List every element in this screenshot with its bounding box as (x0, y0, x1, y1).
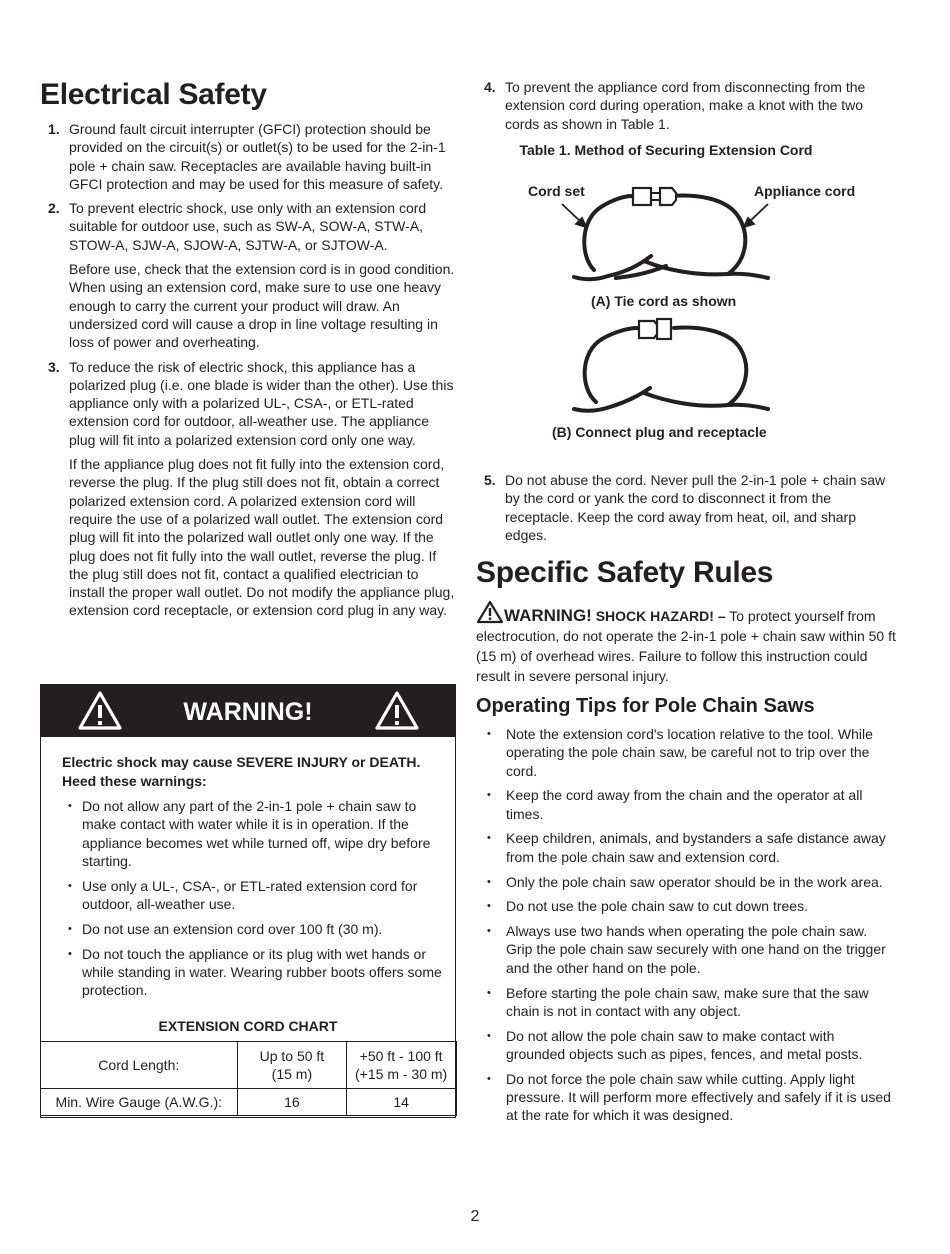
appliance-cord-label: Appliance cord (754, 183, 856, 199)
item-number: 3. (48, 358, 60, 375)
shock-hazard-label: SHOCK HAZARD! – (595, 608, 726, 624)
table-cell: Min. Wire Gauge (A.W.G.): (40, 1089, 238, 1116)
item-number: 1. (48, 121, 60, 137)
table-cell: Up to 50 ft (15 m) (238, 1042, 347, 1089)
extension-cord-chart-title: EXTENSION CORD CHART (158, 1018, 338, 1034)
list-item (476, 78, 894, 133)
table-row (40, 1089, 456, 1116)
list-item: • Only the pole chain saw operator should be in the work area. (487, 873, 883, 890)
item-text: To prevent electric shock, use only with an extension cord suitable for outdoor use, such as SW-A, SOW-A, STW-A, STOW-A, SJW-A, SJOW-A, SJTW-A, or SJTOW-A. (69, 200, 427, 253)
warning-header (41, 685, 455, 737)
table-cell: Cord Length: (40, 1042, 238, 1089)
list-item: • Do not allow any part of the 2-in-1 pole + chain saw to make contact with water while it is in operation. If the appliance becomes wet while turned off, wipe dry before starting. (68, 798, 431, 869)
warning-text: To protect yourself from electrocution, do not operate the 2-in-1 pole + chain saw within 50 ft (15 m) of overhead wires. Failure to follow this instruction could result in severe personal injury. (476, 608, 896, 684)
list-item: • Do not allow the pole chain saw to make contact with grounded objects such as pipes, fences, and metal posts. (487, 1027, 863, 1062)
item-text: To prevent the appliance cord from disconnecting from the extension cord during operation, make a knot with the two cords as shown in Table 1. (505, 79, 866, 132)
cord-list-continued-2 (476, 471, 894, 550)
item-number: 5. (484, 472, 496, 488)
list-item: • Do not use an extension cord over 100 ft (30 m). (68, 920, 383, 937)
list-item (40, 120, 458, 193)
item-text: Do not abuse the cord. Never pull the 2-in-1 pole + chain saw by the cord or yank the cord to disconnect it from the receptacle. Keep the cord away from heat, oil, and sharp edges. (505, 472, 886, 543)
list-item: • Keep the cord away from the chain and the operator at all times. (487, 787, 863, 822)
operating-tips-heading: Operating Tips for Pole Chain Saws (476, 695, 815, 717)
warning-intro: Electric shock may cause SEVERE INJURY or DEATH. Heed these warnings: (62, 754, 421, 789)
warning-triangle-icon (476, 600, 504, 624)
cord-set-label: Cord set (528, 183, 585, 199)
warning-label: WARNING! (504, 606, 592, 625)
list-item: • Do not touch the appliance or its plug with wet hands or while standing in water. Wearing rubber boots offers some protection. (68, 945, 442, 999)
extension-cord-table (40, 1041, 457, 1116)
warning-box (40, 684, 456, 1118)
list-item: • Do not use the pole chain saw to cut down trees. (487, 898, 808, 915)
list-item: • Note the extension cord's location relative to the tool. While operating the pole chain saw, be careful not to trip over the cord. (487, 726, 873, 779)
list-item (40, 199, 458, 351)
list-item (40, 358, 458, 620)
caption-a: (A) Tie cord as shown (591, 293, 737, 309)
cord-list-continued (476, 78, 894, 139)
warning-triangle-icon (374, 690, 420, 732)
electrical-safety-heading: Electrical Safety (40, 78, 267, 111)
shock-hazard-warning (476, 600, 896, 686)
item-text: Before use, check that the extension cord is in good condition. When using an extension cord, make sure to use one heavy enough to carry the current your product will draw. An undersized cord will cause a drop in line voltage resulting in loss of power and overheating. (69, 261, 455, 351)
list-item: • Keep children, animals, and bystanders a safe distance away from the pole chain saw and extension cord. (487, 830, 886, 865)
cord-knot-diagram (476, 176, 896, 446)
table-cell: 14 (346, 1089, 456, 1116)
table1-caption: Table 1. Method of Securing Extension Cord (519, 142, 813, 158)
list-item: • Use only a UL-, CSA-, or ETL-rated extension cord for outdoor, all-weather use. (68, 877, 418, 912)
item-text: If the appliance plug does not fit fully into the extension cord, reverse the plug. If the plug still does not fit, obtain a correct polarized extension cord. A polarized extension cord will require the use of a polarized wall outlet. The extension cord plug will fit into the polarized wall outlet only one way. If the plug does not fit fully into the wall outlet, reverse the plug. If the plug still does not fit, contact a qualified electrician to install the proper wall outlet. Do not modify the appliance plug, extension cord receptacle, or extension cord plug in any way. (69, 456, 455, 619)
operating-tips-list (476, 725, 894, 1131)
list-item: • Before starting the pole chain saw, make sure that the saw chain is not in contact with any object. (487, 984, 869, 1019)
list-item: • Do not force the pole chain saw while cutting. Apply light pressure. It will perform more effectively and safely if it is used at the rate for which it was designed. (487, 1070, 891, 1124)
item-number: 4. (484, 79, 496, 95)
specific-safety-rules-heading: Specific Safety Rules (476, 556, 774, 589)
list-item: • Always use two hands when operating the pole chain saw. Grip the pole chain saw securely with one hand on the trigger and the other hand on the pole. (487, 923, 886, 976)
warning-title: WARNING! (183, 698, 313, 726)
item-number: 2. (48, 200, 60, 217)
page-number: 2 (470, 1208, 480, 1225)
list-item (476, 471, 894, 544)
table-cell: 16 (238, 1089, 347, 1116)
table-cell: +50 ft - 100 ft (+15 m - 30 m) (346, 1042, 456, 1089)
caption-b: (B) Connect plug and receptacle (552, 424, 767, 440)
item-text: Ground fault circuit interrupter (GFCI) protection should be provided on the circuit(s) or outlet(s) to be used for the 2-in-1 pole + chain saw. Receptacles are available having built-in GFCI protection and may be used for this measure of safety. (69, 121, 446, 192)
table-row (40, 1042, 456, 1089)
electrical-safety-list (40, 120, 458, 626)
warning-bullets (61, 797, 453, 1006)
item-text: To reduce the risk of electric shock, this appliance has a polarized plug (i.e. one blade is wider than the other). Use this appliance only with a polarized UL-, CSA-, or ETL-rated extension cord for outdoor, all-weather use. The appliance plug will fit into a polarized extension cord only one way. (69, 358, 454, 448)
